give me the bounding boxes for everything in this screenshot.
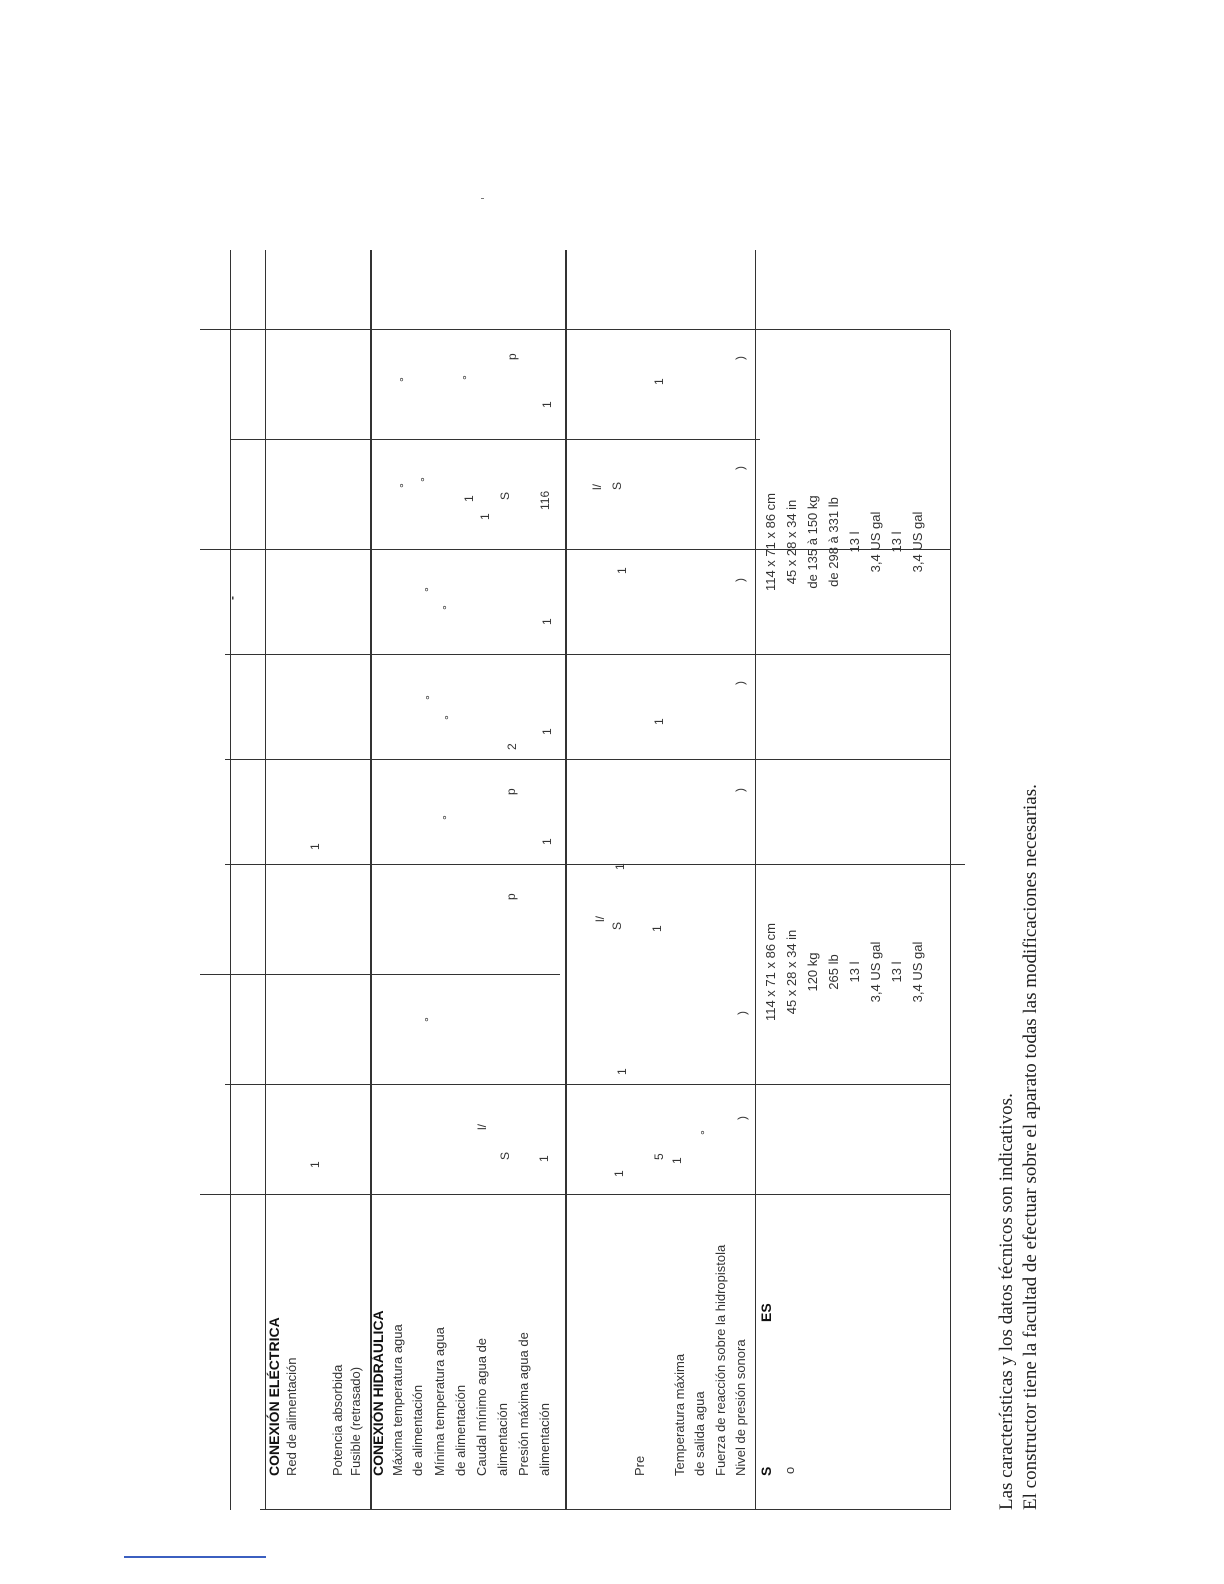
row-label-temp-salida-2: de salida agua	[692, 1391, 707, 1476]
spec-block-model-a	[760, 862, 928, 1082]
cell-fragment: 116	[538, 490, 552, 510]
cell-fragment: 1	[540, 838, 554, 845]
footer-rule	[124, 1556, 266, 1558]
cell-fragment: l/	[593, 916, 607, 922]
row-label-ruido: Nivel de presión sonora	[733, 1339, 748, 1476]
row-label-potencia: Potencia absorbida	[330, 1364, 345, 1476]
spec-line: 3,4 US gal	[868, 511, 883, 573]
cell-fragment: 1	[615, 567, 629, 574]
cell-fragment: 1	[613, 863, 627, 870]
cell-fragment: 5	[652, 1153, 666, 1160]
spec-line: 120 kg	[805, 952, 820, 992]
spec-line: 13 l	[889, 961, 904, 983]
spec-line: 13 l	[847, 961, 862, 983]
cell-fragment: 1	[308, 1161, 322, 1168]
cell-fragment: 1	[652, 378, 666, 385]
note-modifications: El constructor tiene la facultad de efectuar sobre el aparato todas las modificaciones necesarias.	[1020, 784, 1041, 1510]
spec-line: 265 lb	[826, 954, 841, 990]
cell-fragment: °	[423, 695, 437, 700]
col-line-1	[200, 1194, 950, 1195]
cell-fragment: p	[504, 893, 518, 900]
cell-fragment: 1	[540, 618, 554, 625]
bottom-label-es: ES	[758, 1303, 774, 1322]
row-label-presion: Presión máxima agua de	[516, 1332, 531, 1476]
cell-fragment: S	[610, 481, 624, 490]
bottom-label-o: o	[782, 1466, 797, 1474]
row-label-min-temp: Mínima temperatura agua	[432, 1327, 447, 1476]
cell-fragment: 1	[650, 925, 664, 932]
row-label-min-temp-2: de alimentación	[453, 1384, 468, 1476]
cell-fragment: )	[733, 788, 747, 792]
cell-fragment: °	[440, 605, 454, 610]
cell-fragment: °	[698, 1130, 712, 1135]
cell-fragment: 1	[462, 495, 476, 502]
spec-block-model-b	[760, 432, 928, 652]
cell-fragment: )	[733, 578, 747, 582]
col-line-3	[200, 974, 560, 975]
col-line-6	[225, 654, 950, 655]
cell-fragment: °	[422, 1017, 436, 1022]
cell-fragment: 2	[505, 743, 519, 750]
spec-line: 3,4 US gal	[910, 941, 925, 1003]
col-line-label-left	[260, 1509, 950, 1510]
spec-line: 3,4 US gal	[910, 511, 925, 573]
rotated-spec-sheet	[200, 250, 1041, 1510]
cell-fragment: l/	[475, 1124, 489, 1130]
cell-fragment: °	[442, 715, 456, 720]
spec-line: 45 x 28 x 34 in	[784, 929, 799, 1015]
spec-line: 3,4 US gal	[868, 941, 883, 1003]
note-indicative: Las características y los datos técnicos son indicativos.	[996, 1093, 1017, 1510]
cell-fragment: )	[735, 1116, 749, 1120]
cell-fragment: p	[504, 788, 518, 795]
col-line-9	[200, 329, 950, 330]
cell-fragment: S	[498, 1151, 512, 1160]
cell-fragment: )	[735, 1011, 749, 1015]
cell-fragment: S	[498, 491, 512, 500]
spec-line: 45 x 28 x 34 in	[784, 499, 799, 585]
spec-line: 114 x 71 x 86 cm	[763, 922, 778, 1022]
row-label-max-temp: Máxima temperatura agua	[390, 1324, 405, 1476]
row-label-temp-salida: Temperatura máxima	[672, 1353, 687, 1476]
row-label-fuerza: Fuerza de reacción sobre la hidropistola	[713, 1244, 728, 1476]
cell-fragment: 1	[540, 401, 554, 408]
cell-fragment: )	[733, 466, 747, 470]
spec-line: 114 x 71 x 86 cm	[763, 492, 778, 592]
row-label-red: Red de alimentación	[284, 1357, 299, 1476]
spec-line: 13 l	[847, 531, 862, 553]
col-line-8	[230, 439, 760, 440]
cell-fragment: 1	[612, 1170, 626, 1177]
cell-fragment: °	[422, 587, 436, 592]
row-label-caudal: Caudal mínimo agua de	[474, 1337, 489, 1476]
cell-fragment: °	[397, 483, 411, 488]
cell-fragment: )	[733, 681, 747, 685]
col-line-5	[225, 759, 950, 760]
scan-speck	[481, 198, 484, 199]
cell-fragment: °	[460, 375, 474, 380]
spec-line: de 298 à 331 lb	[826, 497, 841, 587]
cell-fragment: 1	[308, 843, 322, 850]
table-right-edge	[950, 330, 951, 1510]
cell-fragment: °	[440, 815, 454, 820]
spec-line: 13 l	[889, 531, 904, 553]
cell-fragment: 1	[478, 513, 492, 520]
spec-line: de 135 à 150 kg	[805, 495, 820, 589]
cell-fragment: S	[610, 921, 624, 930]
row-label-presion-2: alimentación	[537, 1403, 552, 1476]
row-label-max-temp-2: de alimentación	[410, 1384, 425, 1476]
cell-fragment: °	[418, 477, 432, 482]
section-title-hidraulica: CONEXIÓN HIDRÁULICA	[370, 1310, 386, 1476]
bottom-label-s: S	[758, 1466, 774, 1476]
cell-fragment: 1	[652, 718, 666, 725]
cell-fragment: )	[733, 356, 747, 360]
cell-fragment: l/	[590, 484, 604, 490]
section-title-electrica: CONEXIÓN ELÉCTRICA	[266, 1317, 282, 1476]
row-label-caudal-2: alimentación	[495, 1403, 510, 1476]
col-line-2	[225, 1084, 950, 1085]
cell-fragment: 1	[615, 1068, 629, 1075]
stray-dash: -	[225, 596, 239, 600]
cell-fragment: 1	[537, 1155, 551, 1162]
cell-fragment: °	[397, 377, 411, 382]
cell-fragment: 1	[540, 728, 554, 735]
row-label-pre: Pre	[632, 1455, 647, 1476]
cell-fragment: 1	[670, 1157, 684, 1164]
cell-fragment: p	[505, 353, 519, 360]
row-label-fusible: Fusible (retrasado)	[348, 1366, 363, 1476]
